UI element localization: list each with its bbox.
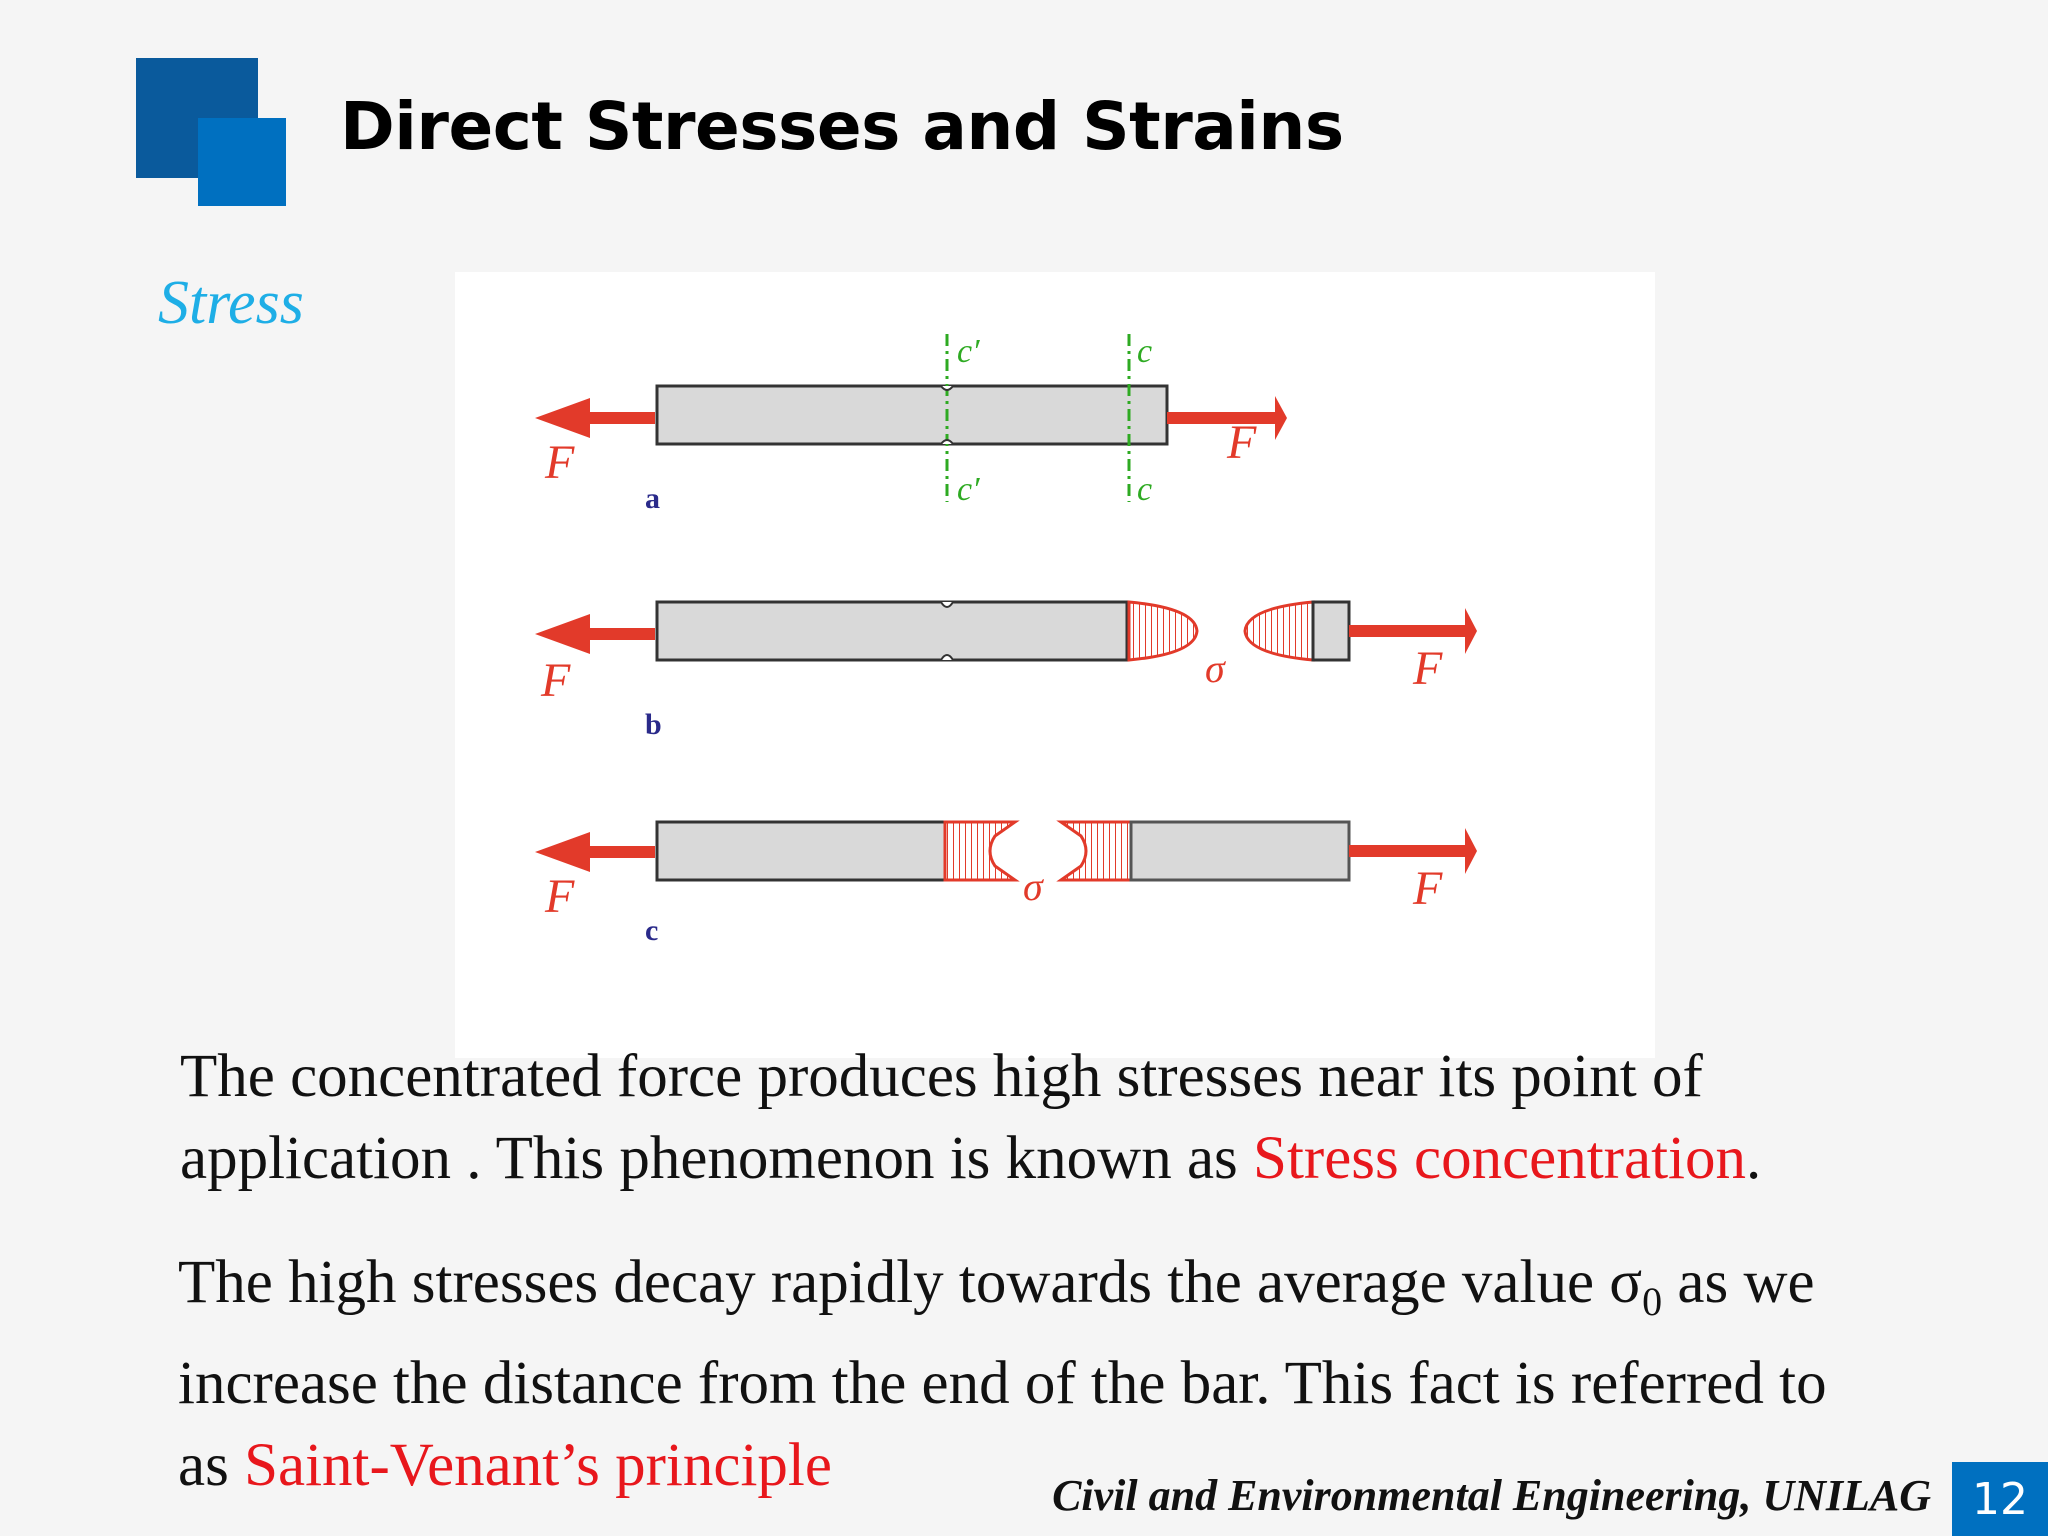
paragraph-text: as	[178, 1432, 245, 1500]
paragraph-text: application . This phenomenon is known as	[180, 1125, 1254, 1192]
stress-distribution-right	[945, 822, 1015, 880]
paragraph-line: The concentrated force produces high stresses near its point of	[180, 1043, 1703, 1110]
bar	[657, 602, 1127, 660]
force-label: F	[545, 436, 575, 489]
paragraph-saint-venant	[178, 1242, 1827, 1507]
force-label: F	[1227, 416, 1257, 469]
bar	[657, 822, 945, 880]
stress-concentration-figure	[455, 272, 1655, 1058]
section-label: c	[1137, 471, 1153, 508]
force-arrow-left	[535, 398, 655, 438]
paragraph-stress-concentration	[180, 1036, 1761, 1200]
subscript: 0	[1642, 1279, 1663, 1325]
page-number-badge: 12	[1952, 1462, 2048, 1536]
panel-b	[535, 602, 1477, 741]
section-label: c′	[957, 333, 980, 370]
stress-distribution-left	[1245, 602, 1313, 660]
highlight-term: Saint-Venant’s principle	[244, 1432, 832, 1500]
panel-a	[535, 333, 1287, 515]
panel-label: a	[645, 482, 660, 515]
footer-institution: Civil and Environmental Engineering, UNILAG	[1052, 1471, 1931, 1520]
stress-symbol: σ	[1205, 646, 1225, 691]
paragraph-line: increase the distance from the end of the bar. This fact is referred to	[178, 1350, 1827, 1418]
force-label: F	[545, 870, 575, 923]
slide-title: Direct Stresses and Strains	[340, 88, 1344, 165]
bar-end-segment	[1313, 602, 1349, 660]
paragraph-text: The high stresses decay rapidly towards the average value σ	[178, 1249, 1643, 1316]
panel-c	[535, 822, 1477, 947]
force-label: F	[1413, 642, 1443, 695]
bar	[1131, 822, 1349, 880]
force-arrow-right	[1349, 832, 1475, 870]
force-arrow-right	[1349, 612, 1475, 650]
paragraph-line	[178, 1242, 1827, 1343]
logo-square-front	[198, 118, 286, 206]
force-arrow-left	[535, 614, 655, 654]
force-arrow-left	[535, 832, 655, 872]
paragraph-line	[180, 1118, 1761, 1200]
panel-label: b	[645, 708, 662, 741]
force-label: F	[541, 654, 571, 707]
stress-symbol: σ	[1023, 864, 1043, 909]
stress-distribution-right	[1129, 602, 1197, 660]
panel-label: c	[645, 914, 659, 947]
section-label: c	[1137, 333, 1153, 370]
force-arrow-right	[1167, 400, 1285, 436]
highlight-term: Stress concentration	[1253, 1125, 1746, 1192]
force-label: F	[1413, 862, 1443, 915]
section-label: c′	[957, 471, 980, 508]
paragraph-text: as we	[1662, 1249, 1815, 1316]
paragraph-text: .	[1745, 1125, 1762, 1192]
bar	[657, 386, 1167, 444]
section-subtitle: Stress	[158, 269, 304, 337]
stress-figure-svg	[455, 272, 1655, 1058]
stress-distribution-left	[1061, 822, 1131, 880]
